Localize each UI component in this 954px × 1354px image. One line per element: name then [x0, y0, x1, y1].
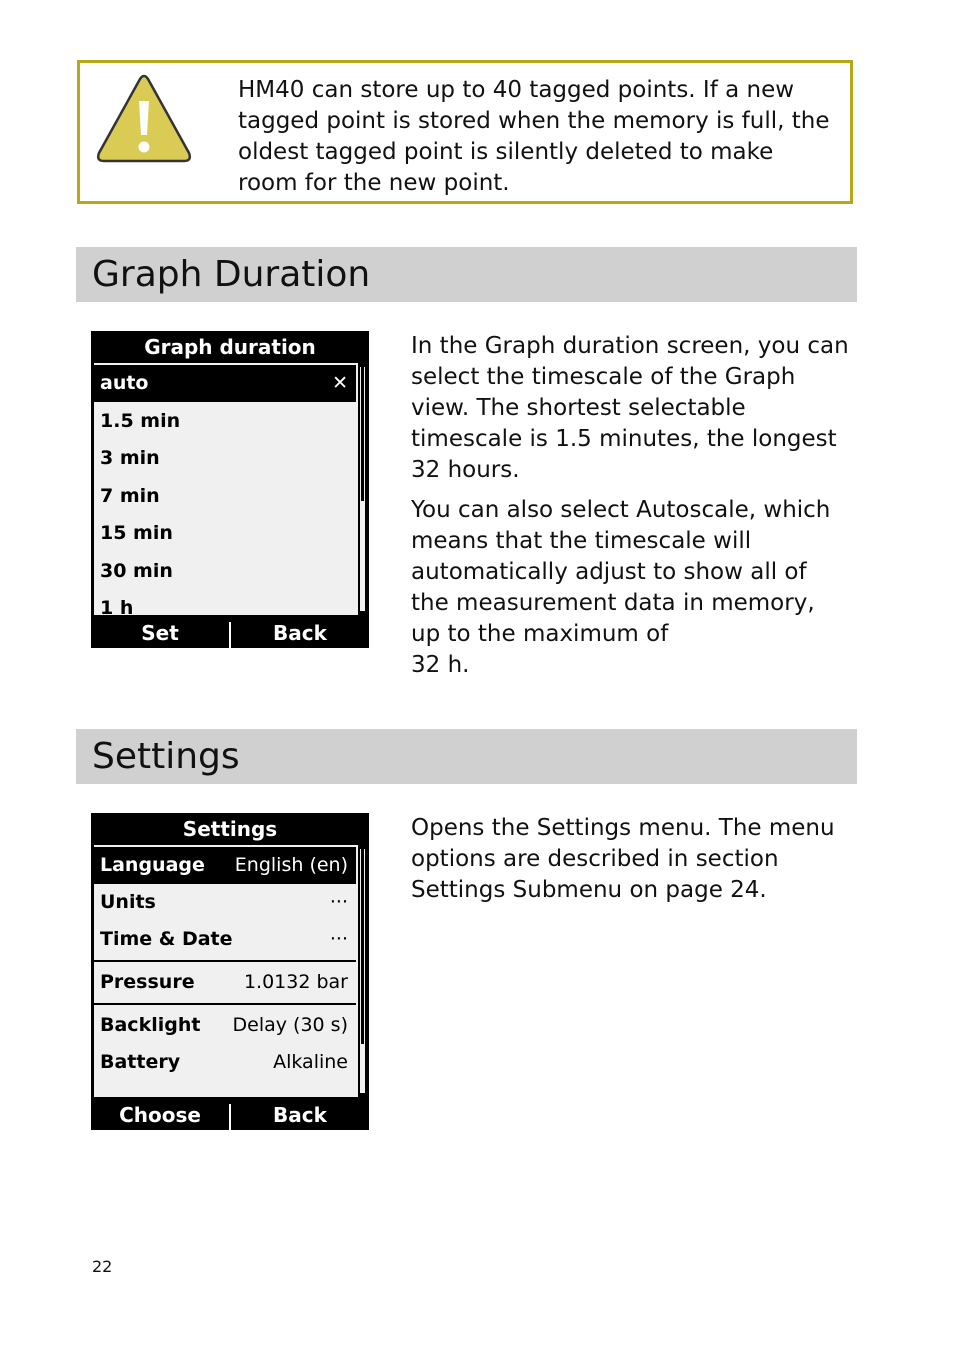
- scrollbar-thumb: [361, 849, 364, 1044]
- settings-list: [94, 845, 358, 1097]
- graph-duration-term: Graph duration: [484, 333, 660, 359]
- warning-icon: [96, 73, 192, 165]
- group-divider: [94, 1003, 356, 1005]
- settings-item-label: Battery: [100, 1051, 181, 1073]
- graph-duration-paragraph-1: [411, 331, 851, 486]
- back-softkey[interactable]: Back: [273, 1103, 327, 1127]
- duration-option[interactable]: [94, 590, 356, 615]
- settings-item[interactable]: [94, 884, 356, 921]
- set-softkey[interactable]: Set: [141, 621, 179, 645]
- warning-note: [77, 60, 853, 204]
- settings-heading-band: [76, 729, 857, 784]
- settings-item[interactable]: [94, 1044, 356, 1081]
- settings-paragraph: [411, 813, 851, 906]
- settings-item-value: ···: [329, 891, 348, 913]
- duration-option-label: 1.5 min: [100, 409, 181, 432]
- settings-heading: Settings: [92, 736, 240, 777]
- group-divider: [94, 960, 356, 962]
- scrollbar-thumb: [361, 367, 364, 501]
- settings-item-value: 1.0132 bar: [243, 971, 348, 993]
- duration-option[interactable]: [94, 365, 356, 402]
- settings-item-label: Time & Date: [100, 928, 233, 950]
- duration-option[interactable]: [94, 553, 356, 590]
- duration-option-label: 30 min: [100, 559, 173, 582]
- settings-p-post: menu. The menu options are described in section Settings Submenu on page 24.: [411, 815, 835, 903]
- back-softkey[interactable]: Back: [273, 621, 327, 645]
- softkey-bar: [91, 618, 369, 648]
- settings-item-value: Alkaline: [273, 1051, 348, 1073]
- autoscale-term: Autoscale: [636, 497, 749, 523]
- settings-item-label: Backlight: [100, 1014, 201, 1036]
- screen-title: Settings: [182, 817, 278, 841]
- graph-duration-paragraph-2: [411, 495, 851, 681]
- softkey-bar: [91, 1100, 369, 1130]
- selected-check-icon: ✕: [332, 372, 348, 394]
- settings-item[interactable]: [94, 1007, 356, 1044]
- settings-screen: [91, 813, 369, 1130]
- p1-post: screen, you can select the timescale of the Graph view. The shortest selectable timescale is 1.5 minutes, the longest 32 hours.: [411, 333, 849, 483]
- duration-option[interactable]: [94, 478, 356, 515]
- settings-term: Settings: [536, 815, 632, 841]
- duration-option[interactable]: [94, 515, 356, 552]
- scrollbar: [360, 849, 365, 1093]
- duration-option-label: 1 h: [100, 597, 134, 615]
- graph-duration-heading: Graph Duration: [92, 254, 371, 295]
- p2-pre: You can also select: [411, 497, 637, 523]
- settings-item-value: ···: [329, 928, 348, 950]
- scrollbar: [360, 367, 365, 611]
- duration-option-label: auto: [100, 372, 149, 394]
- screen-title: Graph duration: [144, 335, 316, 359]
- choose-softkey[interactable]: Choose: [119, 1103, 201, 1127]
- duration-option[interactable]: [94, 403, 356, 440]
- settings-item[interactable]: [94, 964, 356, 1001]
- settings-p-pre: Opens the: [411, 815, 537, 841]
- p1-pre: In the: [411, 333, 485, 359]
- settings-item-value: Delay (30 s): [232, 1014, 348, 1036]
- graph-duration-heading-band: [76, 247, 857, 302]
- duration-option-label: 7 min: [100, 484, 160, 507]
- settings-item[interactable]: [94, 921, 356, 958]
- duration-option[interactable]: [94, 440, 356, 477]
- duration-option-label: 3 min: [100, 447, 160, 469]
- p2-post: , which means that the timescale will automatically adjust to show all of the measurement data in memory, up to the maximum of: [411, 497, 831, 647]
- page-number: 22: [92, 1257, 113, 1276]
- graph-duration-screen: [91, 331, 369, 648]
- note-text: HM40 can store up to 40 tagged points. If a new tagged point is stored when the memory is full, the oldest tagged point is silently deleted to make room for the new point.: [238, 77, 830, 196]
- graph-duration-list: [94, 363, 358, 615]
- p2-last: 32 h.: [411, 652, 470, 678]
- settings-item[interactable]: [94, 847, 356, 884]
- duration-option-label: 15 min: [100, 522, 173, 544]
- settings-item-label: Pressure: [100, 971, 195, 993]
- settings-item-label: Units: [100, 891, 156, 913]
- settings-item-label: Language: [100, 854, 205, 876]
- settings-item-value: English (en): [234, 854, 348, 876]
